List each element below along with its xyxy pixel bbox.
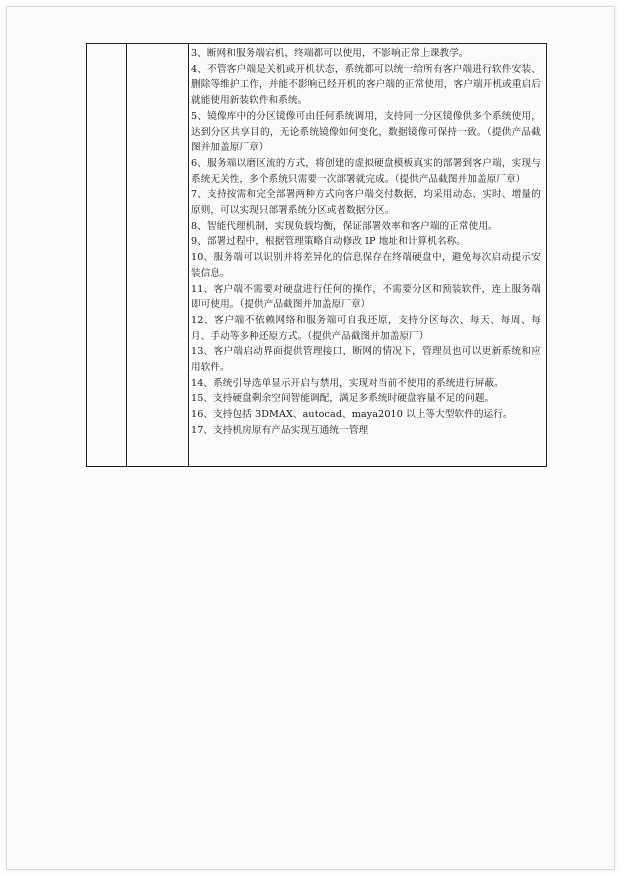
spec-item-7: 7、支持按需和完全部署两种方式向客户端交付数据，均采用动态、实时、增量的原则，可以实现只部署系统分区或者数据分区。 bbox=[191, 189, 541, 217]
spec-item-11: 11、客户端不需要对硬盘进行任何的操作，不需要分区和预装软件，连上服务端即可使用。（提供产品截图并加盖原厂章） bbox=[191, 283, 541, 311]
document-page bbox=[6, 6, 615, 870]
table-column-requirements bbox=[191, 46, 541, 439]
spec-item-4: 4、不管客户端是关机或开机状态，系统都可以统一给所有客户端进行软件安装、删除等维护工作，并能不影响已经开机的客户端的正常使用，客户端开机或重启后就能使用新装软件和系统。 bbox=[191, 63, 541, 107]
spec-item-8: 8、智能代理机制，实现负载均衡，保证部署效率和客户端的正常使用。 bbox=[191, 220, 498, 232]
spec-item-3: 3、断网和服务端宕机，终端都可以使用，不影响正常上课教学。 bbox=[191, 48, 469, 59]
spec-item-17: 17、支持机房原有产品实现互通统一管理 bbox=[191, 424, 369, 436]
spec-table bbox=[86, 43, 547, 467]
spec-item-16: 16、支持包括 3DMAX、autocad、maya2010 以上等大型软件的运行。 bbox=[191, 409, 513, 421]
spec-item-15: 15、支持硬盘剩余空间智能调配，满足多系统时硬盘容量不足的问题。 bbox=[191, 393, 495, 405]
spec-item-14: 14、系统引导选单显示开启与禁用，实现对当前不使用的系统进行屏蔽。 bbox=[191, 377, 504, 389]
spec-item-6: 6、服务端以磨区流的方式，将创建的虚拟硬盘模板真实的部署到客户端，实现与系统无关性，多个系统只需要一次部署就完成。（提供产品截图并加盖原厂章） bbox=[191, 157, 541, 185]
spec-item-9: 9、部署过程中，根据管理策略自动修改 IP 地址和计算机名称。 bbox=[191, 236, 466, 248]
spec-item-13: 13、客户端启动界面提供管理接口，断网的情况下，管理员也可以更新系统和应用软件。 bbox=[191, 346, 541, 374]
spec-item-10: 10、服务端可以识别并将差异化的信息保存在终端硬盘中，避免每次启动提示安装信息。 bbox=[191, 252, 541, 279]
spec-item-12: 12、客户端不依赖网络和服务端可自我还原，支持分区每次、每天、每周、每月、手动等多种还原方式。（提供产品截图并加盖原厂） bbox=[191, 314, 541, 342]
spec-item-5: 5、镜像库中的分区镜像可由任何系统调用，支持同一分区镜像供多个系统使用，达到分区共享目的，无论系统镜像如何变化，数据镜像可保持一致。（提供产品截图并加盖原厂章） bbox=[191, 110, 541, 154]
table-column-name bbox=[127, 44, 189, 466]
table-column-index bbox=[87, 44, 127, 466]
